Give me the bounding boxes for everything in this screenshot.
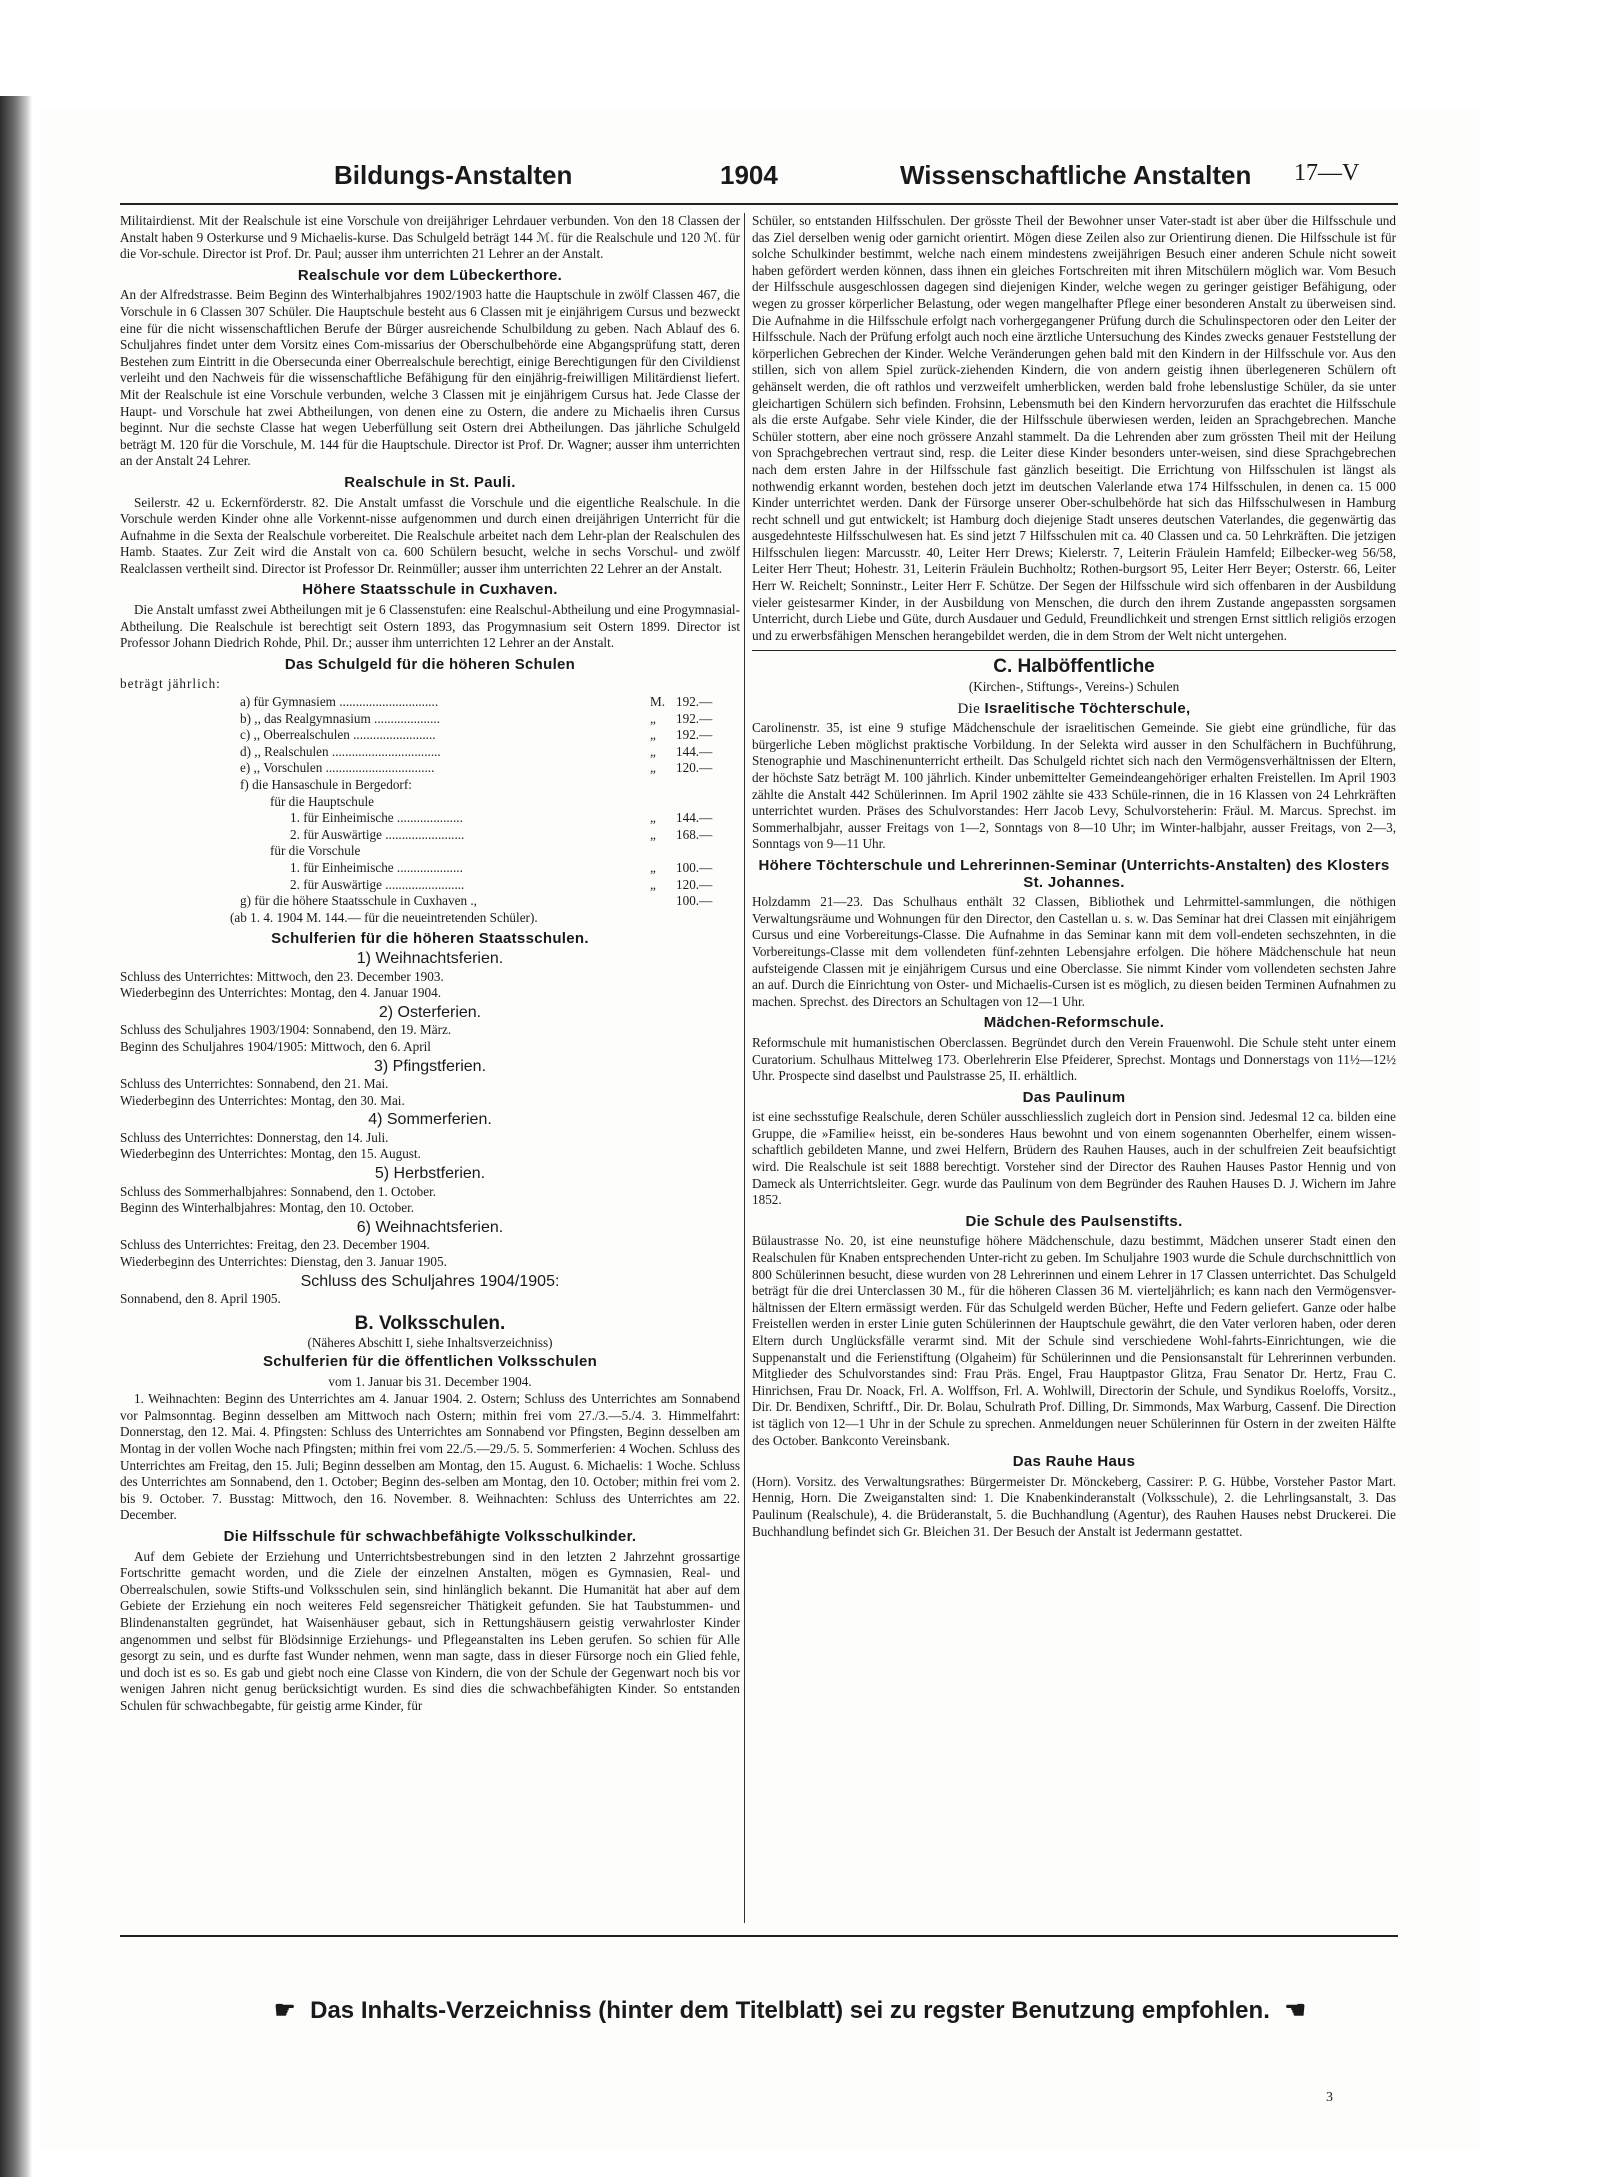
paragraph-cuxhaven: Die Anstalt umfasst zwei Abtheilungen mit je 6 Classenstufen: eine Realschul-Abtheilung und eine Progymnasial-Abtheilung. Die Realschule ist berechtigt seit Ostern 1893, das Progymnasium seit Ostern 1899. Director ist Professor Johann Diedrich Rohde, Phil. Dr.; ausser ihm unterrichten 12 Lehrer an der Anstalt. <box>120 602 740 651</box>
fee-currency: „ <box>650 810 656 826</box>
fee-label: 1. für Einheimische .................... <box>290 859 463 875</box>
fee-amount <box>676 843 736 860</box>
fee-label: d) ,, Realschulen ................................. <box>240 743 441 759</box>
ferien-line: Schluss des Sommerhalbjahres: Sonnabend, den 1. October. <box>120 1183 437 1199</box>
fee-row <box>120 794 740 811</box>
paragraph-paulsenstift: Bülaustrasse No. 20, ist eine neunstufige höhere Mädchenschule, dazu bestimmt, Mädchen unserer Stadt einen den Realschulen für Knaben entsprechenden Unter-richt zu geben. Im Schuljahre 1903 wurde die Schule durchschnittlich von 800 Schülerinnen besucht, diese wurden von 28 Lehrerinnen und einem Lehrer in 17 Classen unterrichtet. Das Schulgeld beträgt für die drei Unterclassen 30 M., für die höheren Classen 36 M. vierteljährlich; es kann nach den Vermögensver-hältnissen der Eltern ermässigt werden. Für das Schulgeld werden Bücher, Hefte und Federn geliefert. Ganze oder halbe Freistellen werden in erster Linie guten Schülerinnen der Hauptschule gewährt, die den Vater verloren haben, oder deren Eltern durch Unglücksfälle verarmt sind. Mit der Schule sind verschiedene Wohl-fahrts-Einrichtungen, wie die Suppenanstalt und die Ferienstiftung (Olgaheim) für Schülerinnen und die Pensionsanstalt für Lehrerinnen verbunden. Mitglieder des Schulvorstandes sind: Frau Präs. Engel, Frau Hauptpastor Glitza, Frau Senator Dr. Hertz, Frau C. Hinrichsen, Frau Dr. Noack, Frl. A. Wolffson, Frl. A. Wohlwill, Directorin der Schule, und Syndikus Roeloffs, Vorsitz., Dir. Dr. Bendixen, Schriftf., Dir. Dr. Bolau, Schulrath Prof. Dilling, Dr. Simmonds, Max Warburg, Cassenf. Die Direction ist täglich von 12—1 Uhr in der Schule zu sprechen. Anmeldungen neuer Schülerinnen für Ostern in der zweiten Hälfte des October. Bankconto Vereinsbank. <box>752 1233 1396 1448</box>
fee-currency: „ <box>650 826 656 842</box>
fee-label: e) ,, Vorschulen ................................. <box>240 760 435 776</box>
ferien-line: Schluss des Unterrichtes: Donnerstag, den 14. Juli. <box>120 1129 389 1145</box>
ferien-list <box>120 951 740 1271</box>
ferien-line: Wiederbeginn des Unterrichtes: Montag, den 15. August. <box>120 1146 421 1162</box>
ferien-line: Wiederbeginn des Unterrichtes: Montag, den 30. Mai. <box>120 1092 405 1108</box>
fee-currency: „ <box>650 859 656 875</box>
fee-row <box>120 727 740 744</box>
heading-toechterschule-prefix: Die <box>957 700 981 717</box>
heading-luebeckerthore: Realschule vor dem Lübeckerthore. <box>297 266 563 284</box>
footer-banner <box>240 1996 1340 2025</box>
fee-currency <box>650 777 676 794</box>
paragraph-luebeckerthore: An der Alfredstrasse. Beim Beginn des Winterhalbjahres 1902/1903 hatte die Hauptschule in zwölf Classen 467, die Vorschule in 6 Classen 307 Schüler. Die Hauptschule besteht aus 6 Classen mit je einjährigem Cursus und bezweckt eine für die nicht wissenschaftlichen Berufe der Bürger ausreichende Schulbildung zu geben. Nach Ablauf des 6. Schuljahres findet unter dem Vorsitz eines Com-missarius der Oberschulbehörde eine Abgangsprüfung statt, deren Bestehen zum Eintritt in die Obersecunda einer Oberrealschule berechtigt, einige Berechtigungen für den Civildienst verleiht und den Nachweis für die wissenschaftliche Befähigung für den einjährig-freiwilligen Militärdienst liefert. Mit der Realschule ist eine Vorschule verbunden, welche 3 Classen mit je einjährigem Cursus hat. Jede Classe der Haupt- und Vorschule hat zwei Abtheilungen, von denen eine zu Ostern, die andere zu Michaelis ihren Cursus beginnt. Nur die sechste Classe hat wegen Ueberfüllung seit Ostern drei Abtheilungen. Das jährliche Schulgeld beträgt M. 120 für die Vorschule, M. 144 für die Hauptschule. Director ist Prof. Dr. Wagner; ausser ihm unterrichten an der Anstalt 24 Lehrer. <box>120 287 740 469</box>
halboeffentliche-subtitle: (Kirchen-, Stiftungs-, Vereins-) Schulen <box>968 679 1180 695</box>
page-number: 3 <box>1326 2090 1333 2105</box>
section-rule <box>752 650 1396 651</box>
heading-hilfsschule: Die Hilfsschule für schwachbefähigte Volksschulkinder. <box>223 1527 637 1545</box>
heading-halboeffentliche: C. Halböffentliche <box>993 656 1155 678</box>
fee-amount: 120.— <box>676 760 713 776</box>
ferien-line: Beginn des Schuljahres 1904/1905: Mittwoch, den 6. April <box>120 1038 431 1054</box>
header-right: Wissenschaftliche Anstalten <box>900 160 1252 190</box>
ferien-line: Wiederbeginn des Unterrichtes: Montag, den 4. Januar 1904. <box>120 985 442 1001</box>
fee-note: (ab 1. 4. 1904 M. 144.— für die neueintretenden Schüler). <box>230 909 538 925</box>
ferien-title: 5) Herbstferien. <box>374 1165 486 1183</box>
fee-amount <box>676 794 736 811</box>
heading-johannes: Höhere Töchterschule und Lehrerinnen-Seminar (Unterrichts-Anstalten) des Klosters St. Johannes. <box>758 856 1390 891</box>
paragraph-paulinum: ist eine sechsstufige Realschule, deren Schüler ausschliesslich zugleich dort in Pension sind. Jedesmal 12 ca. bilden eine Gruppe, die »Familie« heisst, ein be-sonderes Haus bewohnt und von einem sogenannten Oberhelfer, einem wissen-schaftlich gebildeten Manne, und zwei Helfern, Brüdern des Rauhen Hauses, auch in der schulfreien Zeit beaufsichtigt wird. Die Realschule ist seit 1888 berechtigt. Vorsteher sind der Director des Rauhen Hauses Pastor Hennig und von Dameck als Unterrichtsleiter. Gegr. wurde das Paulinum von dem Begründer des Rauhen Hauses D. J. Wichern im Jahre 1852. <box>752 1109 1396 1208</box>
fee-label: g) für die höhere Staatsschule in Cuxhaven ., <box>240 893 477 909</box>
fee-label: a) für Gymnasiem .............................. <box>240 694 439 710</box>
paragraph-reformschule: Reformschule mit humanistischen Oberclassen. Begründet durch den Verein Frauenwohl. Die Schule steht unter einem Curatorium. Schulhaus Mittelweg 173. Oberlehrerin Else Pfeiderer, Sprechst. Montags und Donnerstags von 11½—12½ Uhr. Prospecte sind daselbst und Paulstrasse 25, II. erhältlich. <box>752 1034 1396 1084</box>
fee-label: für die Vorschule <box>270 843 361 859</box>
paragraph-toechterschule: Carolinenstr. 35, ist eine 9 stufige Mädchenschule der israelitischen Gemeinde. Sie giebt eine gründliche, für das bürgerliche Leben möglichst praktische Vorbildung. In der Selekta wird ausser in den Schulfächern in Buchführung, Stenographie und Maschinenunterricht ertheilt. Das Schulgeld richtet sich nach den Vermögensverhältnissen der Eltern, der höchste Satz beträgt M. 100 jährlich. Kinder unbemittelter Gemeindeangehöriger erhalten Freistellen. Im April 1903 zählte die Anstalt 442 Schülerinnen. Im April 1902 zählte sie 433 Schüle-rinnen, die in 16 Klassen von 24 Lehrkräften unterrichtet wurden. Präses des Schulvorstandes: Herr Jacob Levy, Schulvorsteherin: Fräul. M. Marcus. Sprechst. im Sommerhalbjahr, ausser Freitags von 1—2, Sonntags von 8—10 Uhr; im Winter-halbjahr, ausser Freitags, von 2—3, Sonntags von 9—11 Uhr. <box>752 720 1396 852</box>
ferien-title: 2) Osterferien. <box>378 1003 482 1021</box>
pointing-hand-left-icon: ☚ <box>1284 1997 1307 2024</box>
fee-currency: „ <box>650 760 656 776</box>
intro-paragraph: Militairdienst. Mit der Realschule ist eine Vorschule von dreijähriger Lehrdauer verbunden. Von den 18 Classen der Anstalt haben 9 Osterkurse und 9 Michaelis-kurse. Das Schulgeld beträgt 144 ℳ. für die Realschule und 120 ℳ. für die Vor-schule. Director ist Prof. Dr. Paul; ausser ihm unterrichten 21 Lehrer an der Anstalt. <box>120 213 740 262</box>
heading-volks-ferien: Schulferien für die öffentlichen Volksschulen <box>262 1353 598 1370</box>
ferien-line: Schluss des Unterrichtes: Sonnabend, den 21. Mai. <box>120 1076 389 1092</box>
fee-amount: 120.— <box>676 876 713 892</box>
fee-label: 2. für Auswärtige ........................ <box>290 876 465 892</box>
fee-currency <box>650 794 676 811</box>
fee-amount: 100.— <box>676 859 713 875</box>
fee-currency <box>650 893 676 910</box>
fee-label: für die Hauptschule <box>270 793 374 809</box>
ferien-line: Schluss des Unterrichtes: Freitag, den 23. December 1904. <box>120 1237 430 1253</box>
fee-amount: 144.— <box>676 810 713 826</box>
paragraph-volks-ferien: 1. Weihnachten: Beginn des Unterrichtes am 4. Januar 1904. 2. Ostern; Schluss des Unterrichtes am Sonnabend vor Palmsonntag. Beginn desselben am Mittwoch nach Ostern; mithin frei vom 27./3.—5./4. 3. Himmelfahrt: Donnerstag, den 12. Mai. 4. Pfingsten: Schluss des Unterrichtes am Sonnabend vor Pfingsten, Beginn desselben am Montag in der vollen Woche nach Pfingsten; mithin frei vom 22./5.—29./5. 5. Sommerferien: 4 Wochen. Schluss des Unterrichtes am Freitag, den 15. Juli; Beginn desselben am Montag, den 15. August. 6. Michaelis: 1 Woche. Schluss des Unterrichtes am Sonnabend, den 1. October; Beginn des-selben am Montag, den 10. October; mithin frei vom 2. bis 9. October. 7. Busstag: Mittwoch, den 16. November. 8. Weihnachten: Schluss des Unterrichtes am 22. December. <box>120 1391 740 1523</box>
fee-row <box>120 711 740 728</box>
schuljahr-end-date: Sonnabend, den 8. April 1905. <box>120 1291 281 1307</box>
heading-paulinum: Das Paulinum <box>1022 1088 1126 1106</box>
fee-currency: „ <box>650 727 656 743</box>
header-page-ref: 17—V <box>1294 160 1360 186</box>
ferien-title: 6) Weihnachtsferien. <box>356 1218 504 1236</box>
fee-currency: „ <box>650 710 656 726</box>
paragraph-johannes: Holzdamm 21—23. Das Schulhaus enthält 32 Classen, Bibliothek und Lehrmittel-sammlungen, die nöthigen Verwaltungsräume und Wohnungen für den Director, den Castellan u. s. w. Das Seminar hat drei Classen mit einjährigem Cursus und eine Vorbereitungs-Classe. Die Aufnahme in das Seminar kann mit dem voll-endeten sechszehnten, in die Vorbereitungs-Classe mit dem vollendeten fünf-zehnten Lebensjahre erfolgen. Die höhere Mädchenschule hat neun aufsteigende Classen mit je einjährigem Cursus und eine Oberclasse. Sie nimmt Kinder vom vollendeten sechsten Jahre an auf. Durch die Einrichtung von Oster- und Michaelis-Cursen ist es möglich, zu diesen beiden Terminen Aufnahmen zu machen. Sprechst. des Directors an Schultagen von 12—1 Uhr. <box>752 894 1396 1009</box>
footer-banner-text: Das Inhalts-Verzeichniss (hinter dem Titelblatt) sei zu regster Benutzung empfohlen. <box>310 1997 1270 2024</box>
fee-row <box>120 744 740 761</box>
fee-amount: 144.— <box>676 743 713 759</box>
heading-st-pauli: Realschule in St. Pauli. <box>344 473 516 491</box>
running-header <box>300 160 1360 200</box>
heading-schulferien: Schulferien für die höheren Staatsschulen. <box>271 930 589 948</box>
fee-amount: 192.— <box>676 727 713 743</box>
heading-toechterschule: Israelitische Töchterschule, <box>984 699 1191 717</box>
fee-label: 1. für Einheimische .................... <box>290 810 463 826</box>
heading-schulgeld: Das Schulgeld für die höheren Schulen <box>284 655 576 673</box>
heading-rauhe-haus: Das Rauhe Haus <box>1012 1453 1136 1471</box>
ferien-title: 4) Sommerferien. <box>368 1111 492 1129</box>
fee-row <box>120 860 740 877</box>
fee-amount: 168.— <box>676 826 713 842</box>
fee-row <box>120 877 740 894</box>
volksschulen-subtitle: (Näheres Abschitt I, siehe Inhaltsverzeichniss) <box>307 1335 553 1351</box>
fee-amount: 100.— <box>676 893 713 909</box>
fee-table <box>120 694 740 910</box>
fee-row <box>120 893 740 910</box>
book-binding-edge <box>0 96 32 2177</box>
heading-cuxhaven: Höhere Staatsschule in Cuxhaven. <box>302 581 558 599</box>
paragraph-hilfsschule-continued: Schüler, so entstanden Hilfsschulen. Der grösste Theil der Bewohner unser Vater-stadt ist aber über die Hilfsschule und das Ziel derselben wenig oder garnicht orientirt. Mögen diese Zeilen also zur Orientirung dienen. Die Hilfsschule ist für solche Schulkinder bestimmt, welche nach einem mindestens zweijährigen Besuch einer anderen Schule nicht soweit haben gefördert werden können, dass ihnen ein gleiches Fortschreiten mit ihren Mitschülern möglich war. Vom Besuch der Hilfsschule ausgeschlossen dagegen sind diejenigen Kinder, welche wegen zu geringer geistiger Befähigung, oder wegen zu grosser körperlicher Belastung, oder wegen mangelhafter Pflege einer besonderen Anstalt zu überweisen sind. Die Aufnahme in die Hilfsschule erfolgt nach vorhergegangener Prüfung durch die Schulinspectoren oder den Leiter der Hilfsschule. Nach der Prüfung erfolgt auch noch eine ärztliche Untersuchung des Kindes zwecks genauer Feststellung der körperlichen Gebrechen der Kinder. Welche Veränderungen gehen bald mit den Kindern in der Hilfsschule vor. Aus den stillen, sich von allem Spiel zurück-ziehenden Kindern, die von andern geistig ihnen überlegeneren Schülern oft gehänselt werden, die oft rathlos und verzweifelt umherblicken, werden bald frohe lebenslustige Schüler, da sie unter gleichartigen Schülern sich befinden. Frohsinn, Lebensmuth bei den Kindern hervorzurufen das erachtet die Hilfsschule als die erste Aufgabe. Sehr viele Kinder, die der Hilfsschule überwiesen werden, leiden an Sprachgebrechen. Manche Schüler stottern, aber eine noch grössere Anzahl stammelt. Da die Lehrenden aber zum grössten Theil mit der Heilung von Sprachgebrechen vertraut sind, resp. die Leiter diese Kinder besonders unter-weisen, sind diese Sprachgebrechen nach dem ersten Jahre in der Hilfsschule fast gänzlich beseitigt. Die Errichtung von Hilfsschulen ist längst als nothwendig erkannt worden, bestehen doch jetzt im deutschen Valerlande etwa 174 Hilfsschulen, in denen ca. 15 000 Kinder unterrichtet werden. Dank der Fürsorge unserer Ober-schulbehörde hat sich das Hilfsschulwesen in Hamburg recht schnell und gut entwickelt; ist Hamburg doch diejenige Stadt unseres deutschen Vaterlandes, die gegenwärtig das ausgedehnteste Hilfsschulwesen hat. Es sind jetzt 7 Hilfsschulen mit ca. 40 Classen und ca. 50 Lehrkräften. Die jetzigen Hilfsschulen liegen: Marcusstr. 40, Leiter Herr Drews; Kielerstr. 7, Leiterin Fräulein Hamfeld; Eilbecker-weg 56/58, Leiter Herr Theut; Hohestr. 31, Leiterin Fräulein Buchholtz; Rothen-burgsort 95, Leiter Herr Beyer; Osterstr. 66, Leiter Herr W. Reichelt; Sonninstr., Leiter Herr F. Schütze. Der Segen der Hilfsschule wird sich offenbaren in der Ausbildung vieler geistesarmer Kinder, in der Ausbildung von Menschen, die durch den ihrem Zustande angepassten sorgsamen Unterricht, durch Liebe und Güte, durch Ausdauer und Geduld, Freundlichkeit und strengen Ernst sittlich religiös erzogen und zu erwerbsfähigen Menschen herangebildet werden, die in dem Strom der Welt nicht untergehen. <box>752 213 1396 643</box>
fee-label: f) die Hansaschule in Bergedorf: <box>240 777 412 792</box>
ferien-title: 3) Pfingstferien. <box>373 1057 487 1075</box>
fee-label: c) ,, Oberrealschulen ......................... <box>240 727 436 743</box>
header-left: Bildungs-Anstalten <box>334 160 573 190</box>
fee-amount <box>676 777 736 794</box>
fee-currency: „ <box>650 743 656 759</box>
column-divider <box>744 213 745 1923</box>
fee-row <box>120 694 740 711</box>
fee-row <box>120 777 740 794</box>
ferien-title: 1) Weihnachtsferien. <box>356 949 504 967</box>
volks-ferien-range: vom 1. Januar bis 31. December 1904. <box>328 1373 532 1389</box>
fee-row <box>120 843 740 860</box>
fee-row <box>120 760 740 777</box>
ferien-line: Beginn des Winterhalbjahres: Montag, den 10. October. <box>120 1200 415 1216</box>
paragraph-hilfsschule: Auf dem Gebiete der Erziehung und Unterrichtsbestrebungen sind in den letzten 2 Jahrzehnt grossartige Fortschritte gemacht worden, und die Ziele der einzelnen Anstalten, mögen es Gymnasien, Real- und Oberrealschulen, sowie Stifts-und Volksschulen sein, sind hinlänglich bekannt. Die Humanität hat aber auf dem Gebiete der Erziehung ein noch weiteres Feld segensreicher Thätigkeit gefunden. Sie hat Taubstummen- und Blindenanstalten gegründet, hat Waisenhäuser gebaut, sich in Rettungshäusern geistig verwahrloster Kinder angenommen und selbst für Blödsinnige Erziehungs- und Pflegeanstalten ins Leben gerufen. So schien für Alle gesorgt zu sein, und es durfte fast Wunder nehmen, wenn man sagte, dass in dieser Fürsorge noch ein Glied fehle, und doch ist es so. Es gab und giebt noch eine Classe von Kindern, die von der Schule der Gegenwart noch bis vor wenigen Jahren nicht genug berücksichtigt wurden. Es sind dies die schwachbefähigten Kinder. So entstanden Schulen für schwachbegabte, für geistig arme Kinder, für <box>120 1548 740 1713</box>
ferien-line: Wiederbeginn des Unterrichtes: Dienstag, den 3. Januar 1905. <box>120 1254 447 1270</box>
left-column <box>120 213 740 1933</box>
right-column <box>752 213 1396 1933</box>
footer-rule <box>120 1935 1398 1937</box>
fee-currency: „ <box>650 876 656 892</box>
fee-amount: 192.— <box>676 710 713 726</box>
pointing-hand-right-icon: ☛ <box>273 1997 296 2024</box>
schulgeld-intro: beträgt jährlich: <box>120 676 221 692</box>
fee-label: 2. für Auswärtige ........................ <box>290 826 465 842</box>
fee-amount: 192.— <box>676 694 713 710</box>
fee-row <box>120 810 740 827</box>
heading-volksschulen: B. Volksschulen. <box>354 1312 506 1334</box>
header-rule <box>120 203 1398 205</box>
heading-paulsenstift: Die Schule des Paulsenstifts. <box>965 1212 1183 1230</box>
header-year: 1904 <box>720 160 778 190</box>
fee-currency: M. <box>650 694 666 710</box>
paragraph-rauhe-haus: (Horn). Vorsitz. des Verwaltungsrathes: Bürgermeister Dr. Mönckeberg, Cassirer: P. G. Hübbe, Vorsteher Pastor Mart. Hennig, Horn. Die Zweiganstalten sind: 1. Die Knabenkinderanstalt (Volksschule), 2. die Lehrlingsanstalt, 3. Das Paulinum (Realschule), 4. die Brüderanstalt, 5. die Buchhandlung (Agentur), des Rauhen Hauses nebst Druckerei. Die Buchhandlung befindet sich Gr. Bleichen 31. Der Besuch der Anstalt ist Jedermann gestattet. <box>752 1473 1396 1539</box>
ferien-line: Schluss des Schuljahres 1903/1904: Sonnabend, den 19. März. <box>120 1022 452 1038</box>
ferien-line: Schluss des Unterrichtes: Mittwoch, den 23. December 1903. <box>120 968 444 984</box>
schuljahr-end-title: Schluss des Schuljahres 1904/1905: <box>300 1272 560 1290</box>
heading-reformschule: Mädchen-Reformschule. <box>983 1014 1165 1032</box>
heading-toechterschule-line <box>752 701 1396 718</box>
paragraph-st-pauli: Seilerstr. 42 u. Eckernförderstr. 82. Die Anstalt umfasst die Vorschule und die eigentliche Realschule. In die Vorschule werden Kinder ohne alle Vorkennt-nisse aufgenommen und durch einen dreijährigen Unterricht für die Aufnahme in die Sexta der Realschule vorbereitet. Die Realschule arbeitet nach dem Lehr-plan der Realschulen des Hamb. Staates. Zur Zeit wird die Anstalt von ca. 600 Schülern besucht, welche in sechs Vorschul- und zwölf Realclassen vertheilt sind. Director ist Professor Dr. Reinmüller; ausser ihm unterrichten 22 Lehrer an der Anstalt. <box>120 494 740 576</box>
fee-currency <box>650 843 676 860</box>
fee-label: b) ,, das Realgymnasium .................... <box>240 710 440 726</box>
fee-row <box>120 827 740 844</box>
